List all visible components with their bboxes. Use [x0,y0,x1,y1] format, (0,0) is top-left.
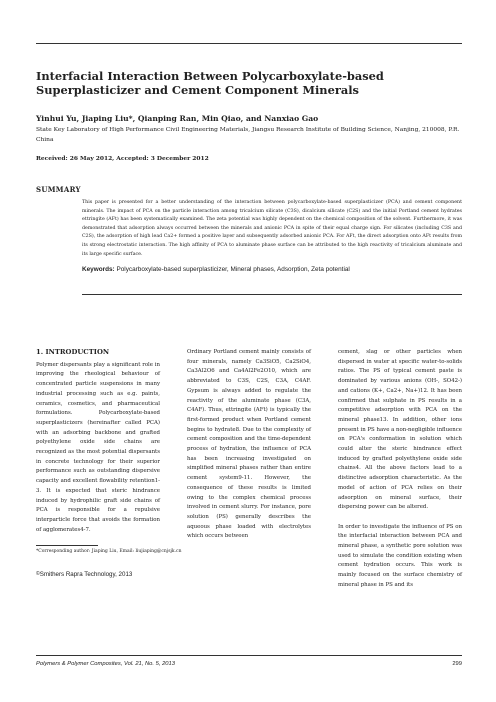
keywords-list: Polycarboxylate-based superplasticizer, Mineral phases, Adsorption, Zeta potential [116,266,350,273]
paper-title: Interfacial Interaction Between Polycarboxylate-based Superplasticizer and Cement Component Minerals [36,69,384,98]
author-list: Yinhui Yu, Jiaping Liu*, Qianping Ran, Min Qiao, and Nanxiao Gao [36,114,319,123]
journal-citation: Polymers & Polymer Composites, Vol. 21, No. 5, 2013 [36,661,175,667]
column-3 [338,348,462,600]
summary-heading: SUMMARY [36,185,81,194]
column-1 [36,348,160,545]
page-number: 299 [452,661,462,667]
copyright-text: Smithers Rapra Technology, 2013 [39,571,133,578]
corresponding-author-note: *Corresponding author: Jiaping Liu, Email: liujiaping@cnjsjk.cn [36,549,182,554]
column-3-text-2: In order to investigate the influence of PS on the interfacial interaction between PCA and mineral phase, a synthetic pore solution was used to simulate the condition existing when cement hydration occurs. This work is mainly focused on the surface chemistry of mineral phase in PS and its [338,523,462,588]
column-2-text: Ordinary Portland cement mainly consists of four minerals, namely Ca3SiO5, Ca2SiO4, Ca3Al2O6 and Ca4Al2Fe2O10, which are abbreviated to C3S, C2S, C3A, C4AF. Gypsum is always added to regulate the reactivity of the aluminate phase (C3A, C4AF). Thus, ettringite (AFt) is typically the first-formed product when Portland cement begins to hydrate8. Due to the complexity of cement composition and the time-dependent process of hydration, the influence of PCA has been increasing investigated on simplified mineral phases rather than entire cement system9-11. However, the consequence of these results is limited owing to the complex chemical process involved in cement slurry. For instance, pore solution (PS) generally describes the aqueous phase loaded with electrolytes which occurs between [187,349,311,540]
summary-text: This paper is presented for a better understanding of the interaction between polycarboxylate-based superplasticizer (PCA) and cement component minerals. The impact of PCA on the particle interaction among tricalcium silicate (C3S), dicalcium silicate (C2S) and the initial Portland cement hydrates ettringite (AFt) has been systematically examined. The zeta potential was highly dependent on the chemical composition of the solvent. Furthermore, it was demonstrated that adsorption always occurred between the minerals and anionic PCA in spite of their equal charge sign. For silicates (including C3S and C2S), the adsorption of high lead Ca2+ formed a positive layer and subsequently adsorbed anionic PCA. For AFt, the direct adsorption onto AFt results from its strong electrostatic interaction. The high affinity of PCA to aluminate phase surface can be attributed to the high reactivity of tricalcium aluminate and its large specific surface. [82,200,462,257]
summary-rule [82,294,462,295]
affiliation: State Key Laboratory of High Performance Civil Engineering Materials, Jiangsu Research Institute of Building Science, Nanjing, 210008, P.R. China [36,127,460,143]
column-1-text: Polymer dispersants play a significant role in improving the rheological behaviour of concentrated particle suspensions in many industrial processing such as e.g. paints, ceramics, cosmetics, and pharmaceutical formulations. Polycarboxylate-based superplasticizers (hereinafter called PCA) with an adsorbing backbone and grafted polyethylene oxide side chains are recognized as the most potential dispersants in concrete technology for their superior performance such as outstanding dispersive capacity and excellent flowability retention1-3. It is expected that steric hindrance induced by hydrophilic graft side chains of PCA is responsible for a repulsive interparticle force that avoids the formation of agglomerates4-7. [36,361,160,533]
column-2 [187,348,311,552]
footnote-rule [36,545,98,546]
column-3-text-1: cement, slag or other particles when dispersed in water at specific water-to-solids ratios. The PS of typical cement paste is dominated by various anions (OH-, SO42-) and cations (K+, Ca2+, Na+)12. It has been confirmed that sulphate in PS results in a competitive adsorption with PCA on the mineral phase13. In addition, other ions present in PS have a non-negligible influence on PCA's conformation in solution which could alter the steric hindrance effect induced by grafted polyethylene oxide side chains4. All the above factors lead to a distinctive adsorption characteristic. As the model of action of PCA relies on their adsorption on mineral surface, their dispersing power can be altered. [338,349,462,511]
received-date: Received: 26 May 2012, Accepted: 3 December 2012 [36,155,209,162]
keywords-label: Keywords: [82,266,115,273]
copyright-line [36,571,296,578]
keywords [82,266,472,273]
copyright-symbol: © [36,571,40,577]
footer-rule [36,655,462,656]
section-heading: 1. INTRODUCTION [36,348,110,356]
top-rule [36,43,462,44]
